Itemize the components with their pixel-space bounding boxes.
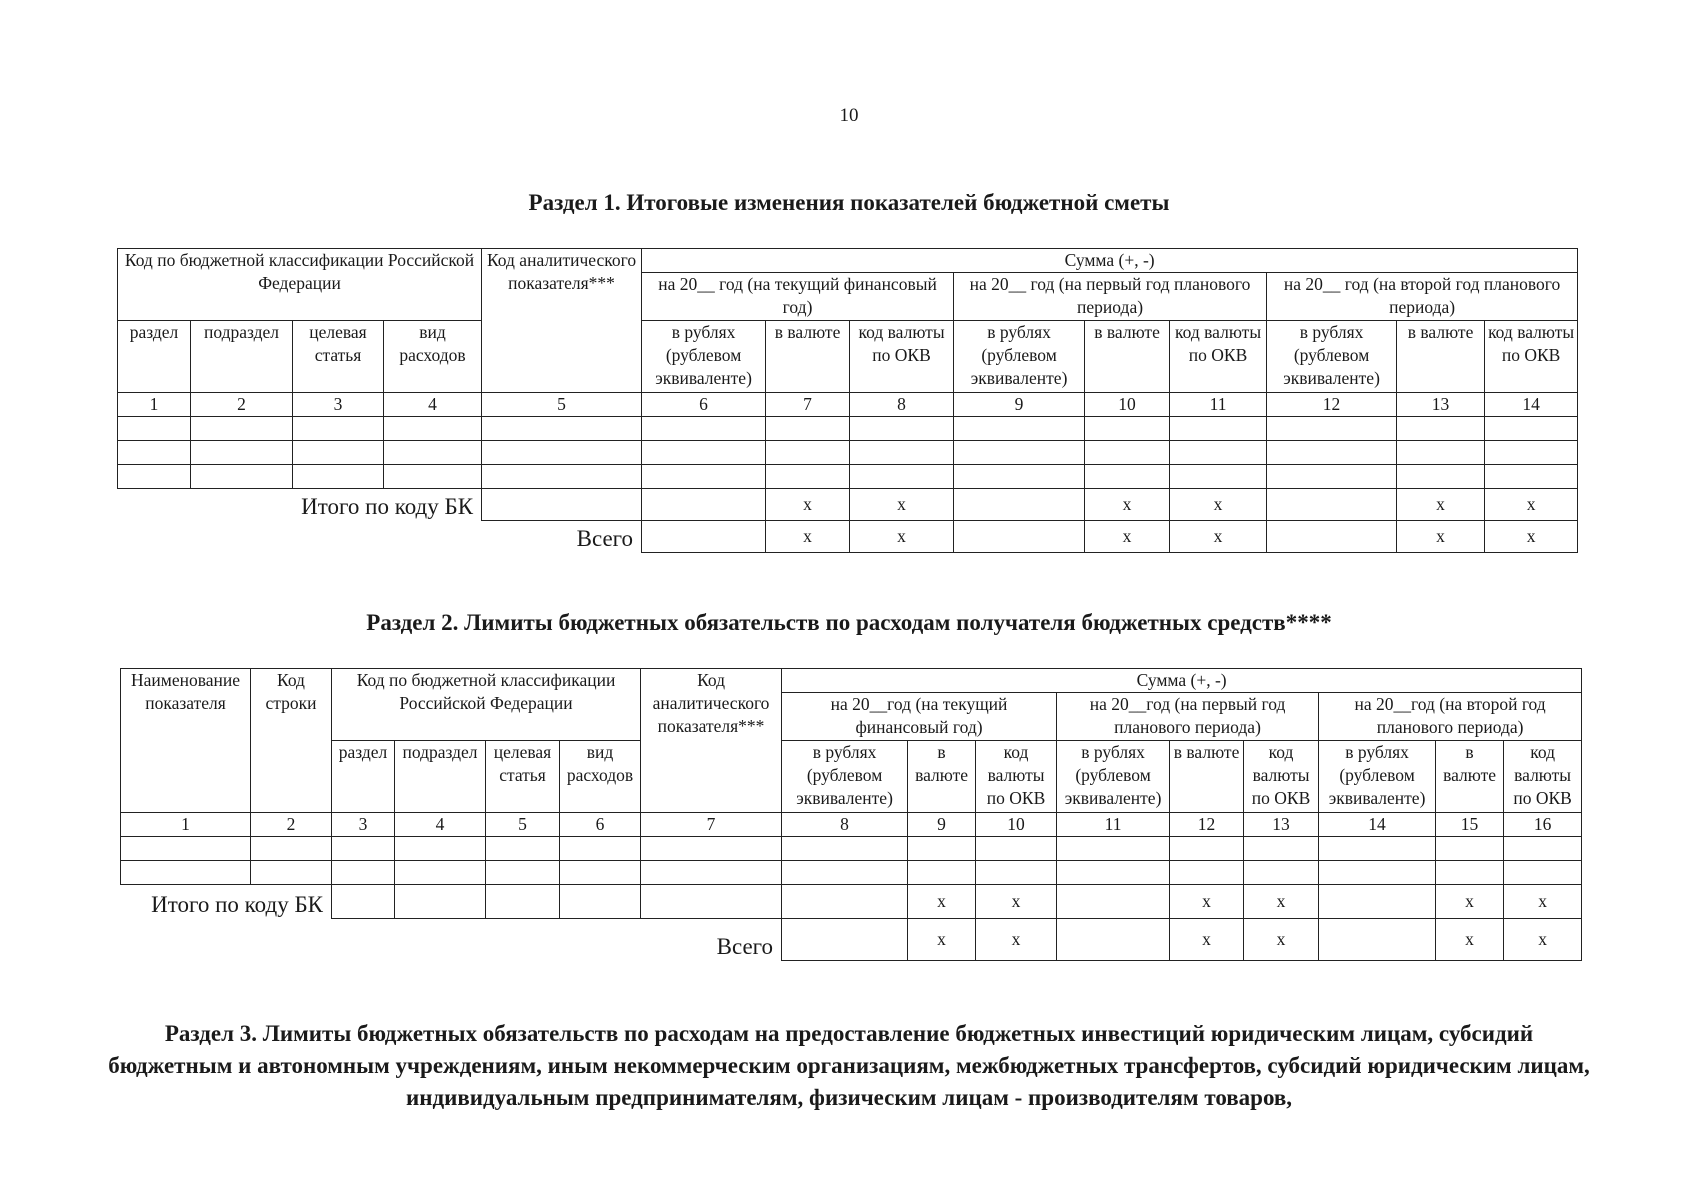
- total-all-label: Всего: [118, 521, 642, 553]
- header-rub: в рублях (рублевом эквиваленте): [642, 321, 766, 393]
- table-row: [118, 465, 1578, 489]
- section2-table: [120, 668, 1582, 961]
- total-all-label: Всего: [121, 919, 782, 961]
- header-sum: Сумма (+, -): [782, 669, 1582, 693]
- total-bk-row: [121, 885, 1582, 919]
- column-number-row: [121, 813, 1582, 837]
- header-podrazdel: подраздел: [191, 321, 293, 393]
- total-bk-label: Итого по коду БК: [121, 885, 332, 919]
- x-mark: x: [850, 521, 954, 553]
- column-number-row: [118, 393, 1578, 417]
- header-val: в валюте: [1397, 321, 1485, 393]
- col-num: 10: [976, 813, 1057, 837]
- header-val: в валюте: [766, 321, 850, 393]
- col-num: 2: [251, 813, 332, 837]
- col-num: 3: [332, 813, 395, 837]
- header-val: в валюте: [1170, 741, 1244, 813]
- x-mark: x: [1504, 885, 1582, 919]
- header-okv: код валюты по ОКВ: [1170, 321, 1267, 393]
- col-num: 14: [1319, 813, 1436, 837]
- header-podrazdel: подраздел: [395, 741, 486, 813]
- total-bk-row: [118, 489, 1578, 521]
- header-okv: код валюты по ОКВ: [1504, 741, 1582, 813]
- header-vid: вид расходов: [384, 321, 482, 393]
- x-mark: x: [1085, 521, 1170, 553]
- x-mark: x: [908, 919, 976, 961]
- col-num: 2: [191, 393, 293, 417]
- col-num: 13: [1397, 393, 1485, 417]
- col-num: 1: [121, 813, 251, 837]
- header-year-first-plan: на 20__год (на первый год планового периода): [1057, 693, 1319, 741]
- header-indicator-name: Наименование показателя: [121, 669, 251, 813]
- col-num: 9: [954, 393, 1085, 417]
- section1-table: [117, 248, 1578, 553]
- header-val: в валюте: [1436, 741, 1504, 813]
- header-rub: в рублях (рублевом эквиваленте): [954, 321, 1085, 393]
- col-num: 14: [1485, 393, 1578, 417]
- header-year-second-plan: на 20__год (на второй год планового периода): [1319, 693, 1582, 741]
- x-mark: x: [1170, 521, 1267, 553]
- col-num: 8: [850, 393, 954, 417]
- col-num: 16: [1504, 813, 1582, 837]
- x-mark: x: [1244, 885, 1319, 919]
- x-mark: x: [1170, 919, 1244, 961]
- col-num: 7: [641, 813, 782, 837]
- header-rub: в рублях (рублевом эквиваленте): [1267, 321, 1397, 393]
- header-val: в валюте: [908, 741, 976, 813]
- x-mark: x: [1397, 489, 1485, 521]
- header-okv: код валюты по ОКВ: [1485, 321, 1578, 393]
- col-num: 10: [1085, 393, 1170, 417]
- x-mark: x: [766, 489, 850, 521]
- x-mark: x: [1436, 885, 1504, 919]
- col-num: 11: [1170, 393, 1267, 417]
- x-mark: x: [1436, 919, 1504, 961]
- header-rub: в рублях (рублевом эквиваленте): [782, 741, 908, 813]
- x-mark: x: [908, 885, 976, 919]
- col-num: 4: [395, 813, 486, 837]
- col-num: 13: [1244, 813, 1319, 837]
- col-num: 15: [1436, 813, 1504, 837]
- header-rub: в рублях (рублевом эквиваленте): [1319, 741, 1436, 813]
- header-bk-classification: Код по бюджетной классификации Российской Федерации: [118, 249, 482, 321]
- section3-title: Раздел 3. Лимиты бюджетных обязательств по расходам на предоставление бюджетных инвестиций юридическим лицам, субсидий бюджетным и автономным учреждениям, иным некоммерческим организациям, межбюджетных трансфертов, субсидий юридическим лицам, индивидуальным предпринимателям, физическим лицам - производителям товаров,: [108, 1021, 1590, 1110]
- x-mark: x: [1085, 489, 1170, 521]
- header-val: в валюте: [1085, 321, 1170, 393]
- header-celevaya: целевая статья: [486, 741, 560, 813]
- x-mark: x: [1170, 489, 1267, 521]
- header-okv: код валюты по ОКВ: [1244, 741, 1319, 813]
- x-mark: x: [976, 885, 1057, 919]
- header-razdel: раздел: [332, 741, 395, 813]
- x-mark: x: [1485, 489, 1578, 521]
- x-mark: x: [850, 489, 954, 521]
- table-row: [118, 417, 1578, 441]
- table-row: [118, 441, 1578, 465]
- section2-title: Раздел 2. Лимиты бюджетных обязательств по расходам получателя бюджетных средств****: [366, 610, 1332, 635]
- col-num: 9: [908, 813, 976, 837]
- x-mark: x: [1170, 885, 1244, 919]
- header-year-current: на 20__год (на текущий финансовый год): [782, 693, 1057, 741]
- header-rub: в рублях (рублевом эквиваленте): [1057, 741, 1170, 813]
- header-vid: вид расходов: [560, 741, 641, 813]
- table-row: [121, 861, 1582, 885]
- x-mark: x: [1244, 919, 1319, 961]
- header-analytic-code: Код аналитического показателя***: [482, 249, 642, 393]
- col-num: 5: [482, 393, 642, 417]
- col-num: 12: [1267, 393, 1397, 417]
- section1-title: Раздел 1. Итоговые изменения показателей бюджетной сметы: [528, 190, 1170, 215]
- total-all-row: [118, 521, 1578, 553]
- x-mark: x: [1397, 521, 1485, 553]
- header-analytic-code: Код аналитического показателя***: [641, 669, 782, 813]
- header-year-second-plan: на 20__ год (на второй год планового периода): [1267, 273, 1578, 321]
- col-num: 12: [1170, 813, 1244, 837]
- header-line-code: Код строки: [251, 669, 332, 813]
- header-sum: Сумма (+, -): [642, 249, 1578, 273]
- col-num: 3: [293, 393, 384, 417]
- header-razdel: раздел: [118, 321, 191, 393]
- col-num: 11: [1057, 813, 1170, 837]
- col-num: 1: [118, 393, 191, 417]
- header-celevaya: целевая статья: [293, 321, 384, 393]
- col-num: 4: [384, 393, 482, 417]
- total-bk-label: Итого по коду БК: [118, 489, 482, 521]
- col-num: 6: [560, 813, 641, 837]
- total-all-row: [121, 919, 1582, 961]
- header-bk-classification: Код по бюджетной классификации Российской Федерации: [332, 669, 641, 741]
- header-okv: код валюты по ОКВ: [850, 321, 954, 393]
- header-year-current: на 20__ год (на текущий финансовый год): [642, 273, 954, 321]
- x-mark: x: [1504, 919, 1582, 961]
- header-okv: код валюты по ОКВ: [976, 741, 1057, 813]
- col-num: 8: [782, 813, 908, 837]
- col-num: 6: [642, 393, 766, 417]
- header-year-first-plan: на 20__ год (на первый год планового периода): [954, 273, 1267, 321]
- col-num: 5: [486, 813, 560, 837]
- page-number: 10: [839, 105, 859, 126]
- col-num: 7: [766, 393, 850, 417]
- x-mark: x: [766, 521, 850, 553]
- x-mark: x: [976, 919, 1057, 961]
- table-row: [121, 837, 1582, 861]
- x-mark: x: [1485, 521, 1578, 553]
